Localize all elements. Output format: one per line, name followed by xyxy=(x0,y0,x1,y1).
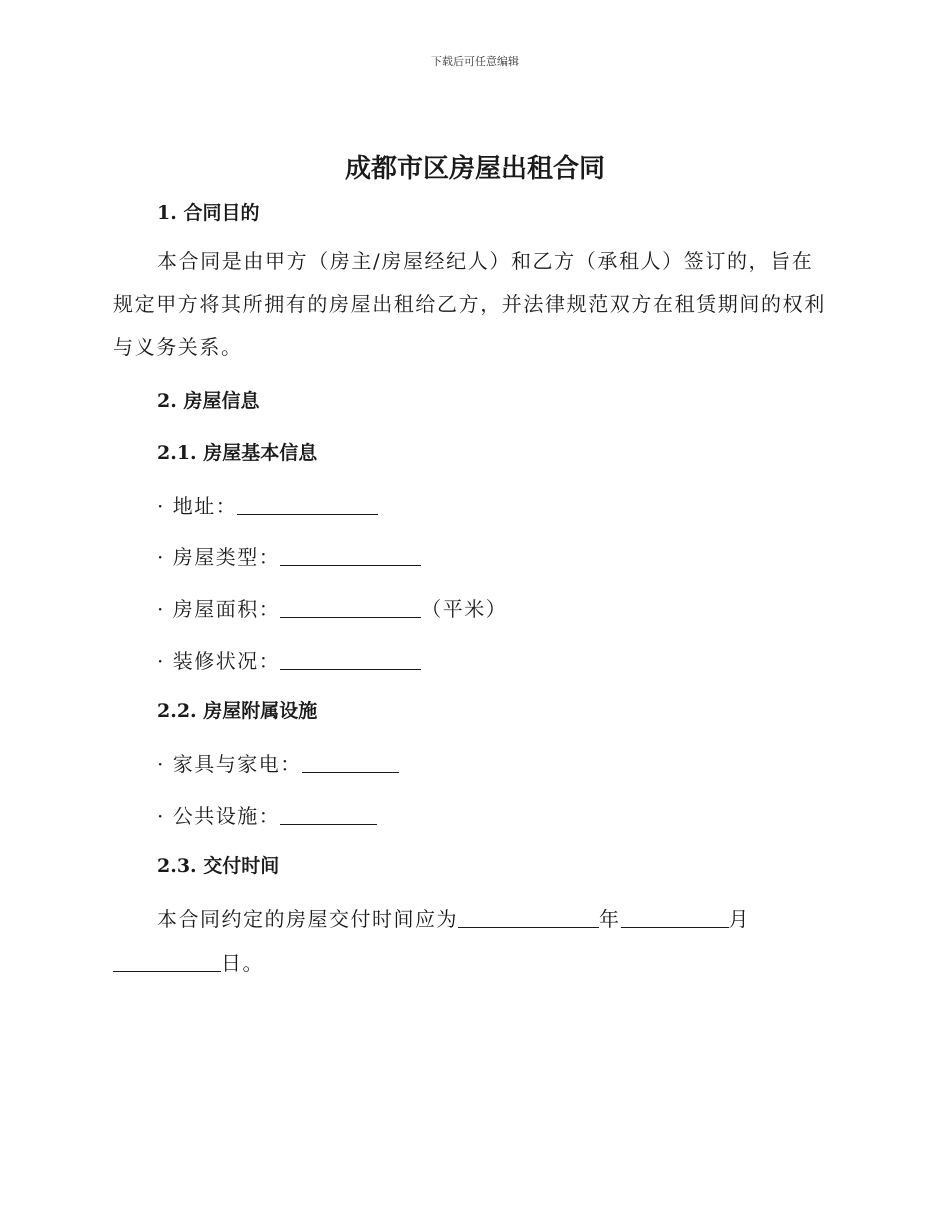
delivery-date-line-2 xyxy=(113,947,264,976)
furniture-blank[interactable] xyxy=(302,771,399,773)
house-area-unit: （平米） xyxy=(421,597,508,621)
decoration-field xyxy=(157,645,421,674)
section-2-1-heading: 2.1. 房屋基本信息 xyxy=(157,442,318,464)
section-2-3-heading: 2.3. 交付时间 xyxy=(157,855,280,877)
section-1-body: 本合同是由甲方（房主/房屋经纪人）和乙方（承租人）签订的，旨在规定甲方将其所拥有的房屋出租给乙方，并法律规范双方在租赁期间的权利与义务关系。 xyxy=(113,249,826,359)
delivery-year-blank[interactable] xyxy=(458,926,599,928)
decoration-blank[interactable] xyxy=(280,668,421,670)
delivery-date-line-1 xyxy=(157,903,750,932)
public-facilities-label: · 公共设施： xyxy=(157,804,281,828)
house-type-field xyxy=(157,541,421,570)
section-2-heading: 2. 房屋信息 xyxy=(157,390,260,412)
house-area-field xyxy=(157,593,507,622)
section-1-heading: 1. 合同目的 xyxy=(157,202,260,224)
house-area-label: · 房屋面积： xyxy=(157,597,281,621)
delivery-month-blank[interactable] xyxy=(621,926,729,928)
decoration-label: · 装修状况： xyxy=(157,649,281,673)
furniture-field xyxy=(157,748,399,777)
address-blank[interactable] xyxy=(237,513,378,515)
house-type-label: · 房屋类型： xyxy=(157,545,281,569)
delivery-day-label: 日。 xyxy=(221,951,264,975)
delivery-month-label: 月 xyxy=(728,907,750,931)
address-field xyxy=(157,490,378,519)
section-2-2-heading: 2.2. 房屋附属设施 xyxy=(157,700,318,722)
house-type-blank[interactable] xyxy=(280,564,421,566)
public-facilities-field xyxy=(157,800,377,829)
delivery-year-label: 年 xyxy=(599,907,621,931)
page-header-note: 下载后可任意编辑 xyxy=(431,55,519,68)
page-title: 成都市区房屋出租合同 xyxy=(344,154,605,184)
address-label: · 地址： xyxy=(157,494,238,518)
furniture-label: · 家具与家电： xyxy=(157,752,302,776)
delivery-day-blank[interactable] xyxy=(113,970,221,972)
house-area-blank[interactable] xyxy=(280,616,421,618)
public-facilities-blank[interactable] xyxy=(280,823,377,825)
delivery-date-text: 本合同约定的房屋交付时间应为 xyxy=(157,907,458,931)
